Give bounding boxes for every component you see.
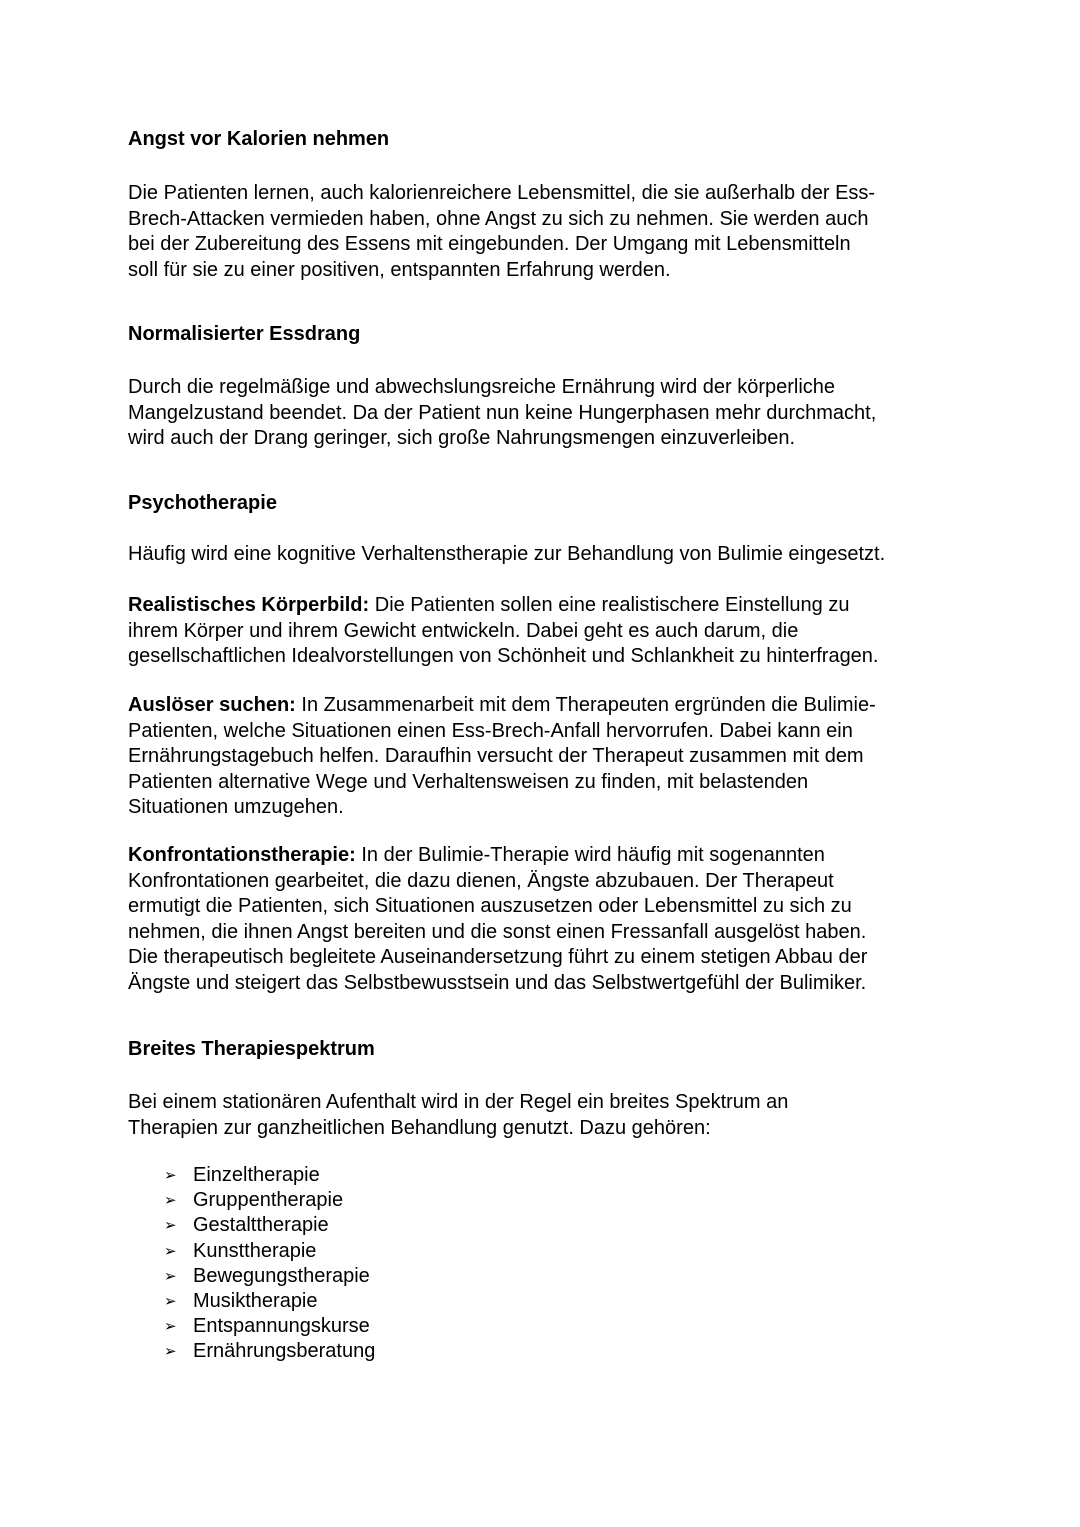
text-line: nehmen, die ihnen Angst bereiten und die sonst einen Fressanfall ausgelöst haben. bbox=[128, 920, 867, 943]
text-line: bei der Zubereitung des Essens mit eingebunden. Der Umgang mit Lebensmitteln bbox=[128, 233, 851, 255]
text-line: In der Bulimie-Therapie wird häufig mit sogenannten bbox=[355, 844, 825, 866]
paragraph-normalisierter-essdrang bbox=[128, 375, 968, 452]
text-line: ihrem Körper und ihrem Gewicht entwickeln. Dabei geht es auch darum, die bbox=[128, 619, 799, 642]
list-item bbox=[160, 1289, 375, 1314]
paragraph-psychotherapie-intro: Häufig wird eine kognitive Verhaltenstherapie zur Behandlung von Bulimie eingesetzt. bbox=[128, 543, 886, 565]
arrow-bullet-icon: ➢ bbox=[164, 1267, 177, 1285]
paragraph-ausloeser-suchen bbox=[128, 693, 968, 821]
text-line: Die therapeutisch begleitete Auseinandersetzung führt zu einem stetigen Abbau der bbox=[128, 946, 868, 968]
text-line: soll für sie zu einer positiven, entspannten Erfahrung werden. bbox=[128, 258, 671, 281]
therapy-list bbox=[160, 1163, 375, 1365]
list-item bbox=[160, 1239, 375, 1264]
arrow-bullet-icon: ➢ bbox=[164, 1167, 177, 1184]
list-item bbox=[160, 1264, 375, 1289]
text-line: gesellschaftlichen Idealvorstellungen von Schönheit und Schlankheit zu hinterfragen. bbox=[128, 645, 879, 667]
list-item bbox=[160, 1213, 375, 1238]
heading-angst-vor-kalorien: Angst vor Kalorien nehmen bbox=[128, 128, 390, 150]
text-line: Therapien zur ganzheitlichen Behandlung genutzt. Dazu gehören: bbox=[128, 1116, 711, 1139]
paragraph-breites-therapiespektrum bbox=[128, 1090, 968, 1141]
term-konfrontationstherapie: Konfrontationstherapie: bbox=[128, 844, 356, 866]
text-line: wird auch der Drang geringer, sich große Nahrungsmengen einzuverleiben. bbox=[128, 427, 796, 449]
arrow-bullet-icon: ➢ bbox=[164, 1192, 177, 1210]
list-item-label: Kunsttherapie bbox=[193, 1239, 317, 1262]
text-line: Ängste und steigert das Selbstbewusstsein und das Selbstwertgefühl der Bulimiker. bbox=[128, 971, 867, 994]
list-item bbox=[160, 1314, 375, 1339]
text-line: ermutigt die Patienten, sich Situationen auszusetzen oder Lebensmittel zu sich zu bbox=[128, 895, 852, 917]
text-line: Brech-Attacken vermieden haben, ohne Angst zu sich zu nehmen. Sie werden auch bbox=[128, 207, 869, 230]
list-item-label: Musiktherapie bbox=[193, 1289, 318, 1312]
list-item bbox=[160, 1188, 375, 1213]
text-line: Durch die regelmäßige und abwechslungsreiche Ernährung wird der körperliche bbox=[128, 376, 836, 398]
arrow-bullet-icon: ➢ bbox=[164, 1242, 177, 1260]
heading-breites-therapiespektrum: Breites Therapiespektrum bbox=[128, 1038, 375, 1060]
text-line: Bei einem stationären Aufenthalt wird in der Regel ein breites Spektrum an bbox=[128, 1091, 789, 1113]
term-realistisches-koerperbild: Realistisches Körperbild: bbox=[128, 594, 370, 616]
paragraph-angst-vor-kalorien bbox=[128, 181, 968, 283]
list-item bbox=[160, 1339, 375, 1364]
heading-normalisierter-essdrang: Normalisierter Essdrang bbox=[128, 323, 361, 345]
list-item-label: Ernährungsberatung bbox=[193, 1340, 376, 1363]
text-line: Situationen umzugehen. bbox=[128, 796, 344, 818]
paragraph-konfrontationstherapie bbox=[128, 843, 968, 996]
text-line: Mangelzustand beendet. Da der Patient nun keine Hungerphasen mehr durchmacht, bbox=[128, 401, 877, 424]
arrow-bullet-icon: ➢ bbox=[164, 1217, 177, 1235]
text-line: Die Patienten sollen eine realistischere Einstellung zu bbox=[369, 594, 850, 616]
text-line: Ernährungstagebuch helfen. Daraufhin versucht der Therapeut zusammen mit dem bbox=[128, 745, 864, 767]
arrow-bullet-icon: ➢ bbox=[164, 1343, 177, 1361]
text-line: In Zusammenarbeit mit dem Therapeuten ergründen die Bulimie- bbox=[295, 694, 876, 716]
list-item-label: Gruppentherapie bbox=[193, 1189, 344, 1212]
arrow-bullet-icon: ➢ bbox=[164, 1318, 177, 1336]
term-ausloeser-suchen: Auslöser suchen: bbox=[128, 694, 296, 716]
list-item-label: Gestalttherapie bbox=[193, 1214, 329, 1237]
list-item-label: Einzeltherapie bbox=[193, 1164, 320, 1186]
paragraph-realistisches-koerperbild bbox=[128, 593, 968, 670]
text-line: Patienten, welche Situationen einen Ess-Brech-Anfall hervorrufen. Dabei kann ein bbox=[128, 719, 853, 742]
list-item-label: Bewegungstherapie bbox=[193, 1264, 370, 1287]
list-item-label: Entspannungskurse bbox=[193, 1315, 370, 1338]
text-line: Patienten alternative Wege und Verhaltensweisen zu finden, mit belastenden bbox=[128, 770, 809, 793]
list-item bbox=[160, 1163, 375, 1188]
arrow-bullet-icon: ➢ bbox=[164, 1292, 177, 1310]
text-line: Die Patienten lernen, auch kalorienreichere Lebensmittel, die sie außerhalb der Ess- bbox=[128, 182, 876, 204]
heading-psychotherapie: Psychotherapie bbox=[128, 492, 277, 514]
text-line: Konfrontationen gearbeitet, die dazu dienen, Ängste abzubauen. Der Therapeut bbox=[128, 869, 834, 892]
